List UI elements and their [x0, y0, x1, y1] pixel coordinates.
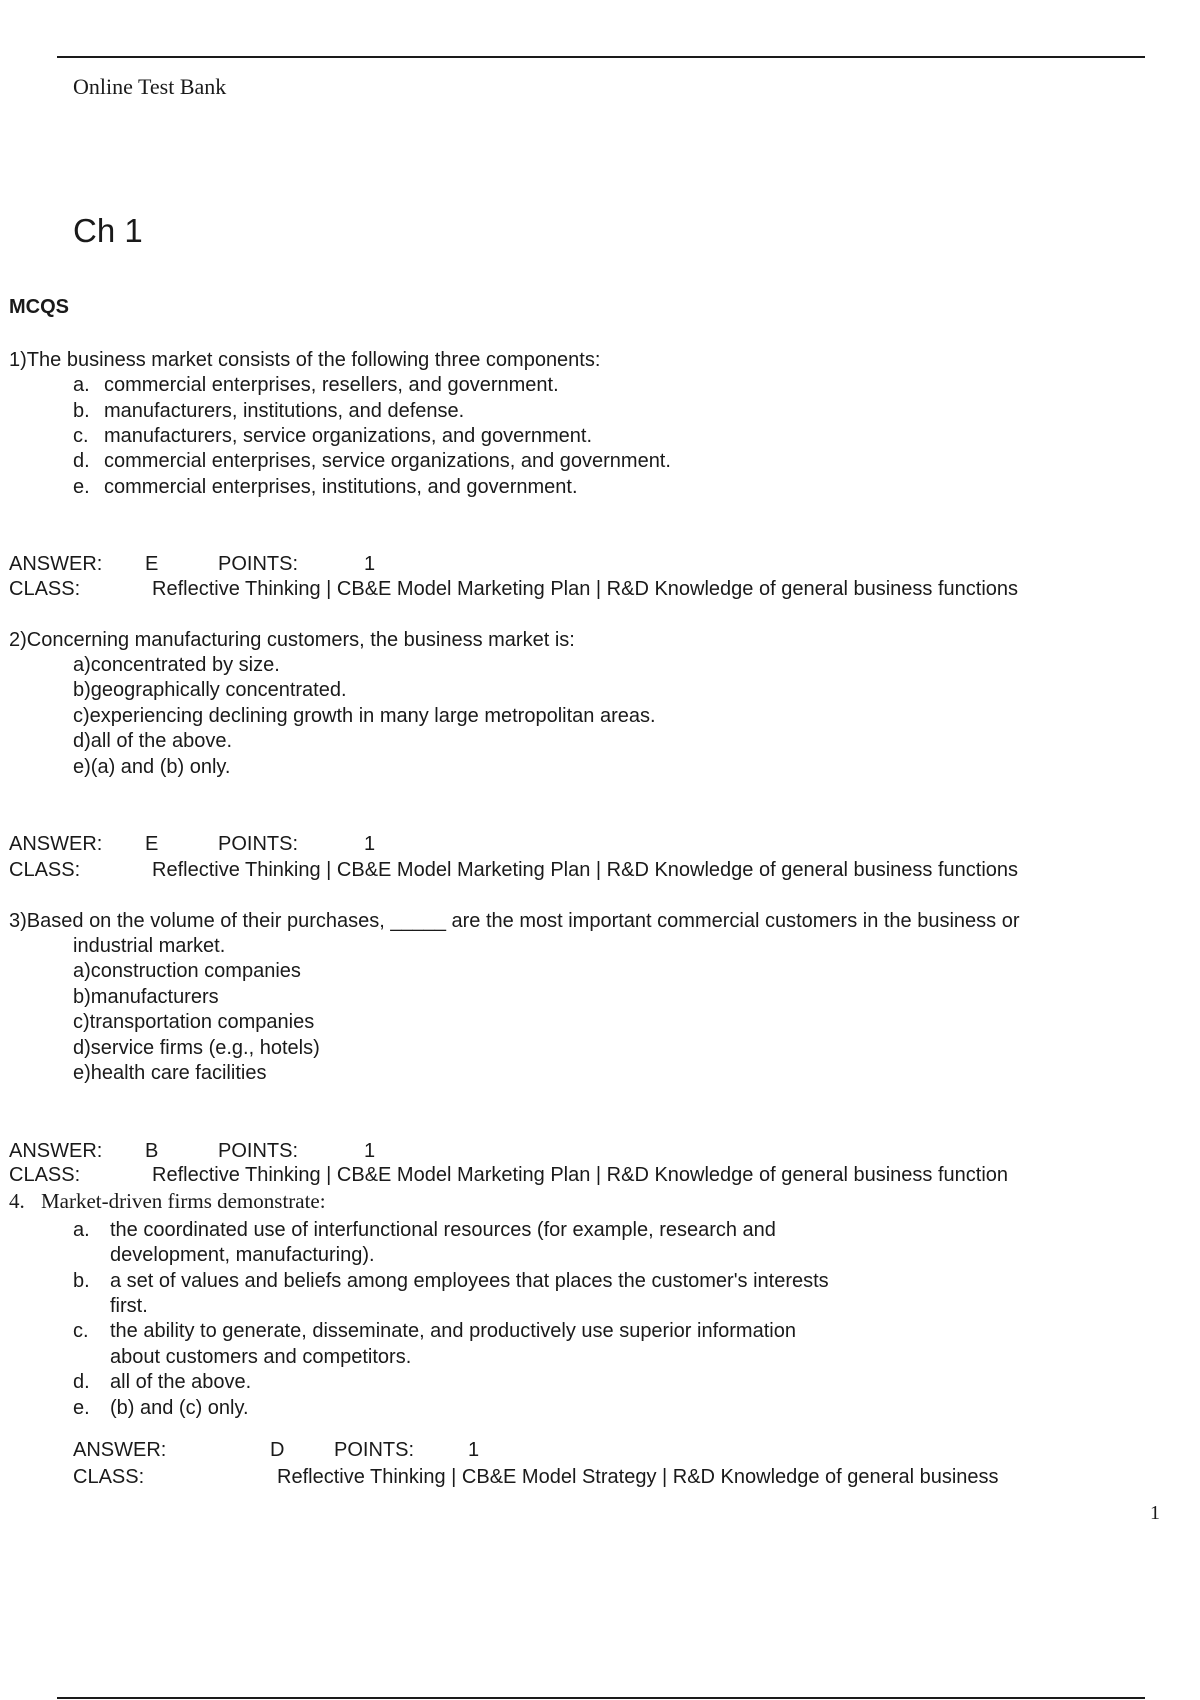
answer-label: ANSWER:	[9, 833, 103, 855]
section-title: MCQS	[9, 296, 69, 318]
question-number: 3)	[9, 910, 27, 932]
option-b: b. a set of values and beliefs among employees that places the customer's interests	[73, 1270, 829, 1292]
points-label: POINTS:	[218, 1140, 299, 1162]
points-value: 1	[364, 833, 376, 855]
points-value: 1	[468, 1439, 480, 1461]
option-c: c. the ability to generate, disseminate, and productively use superior information	[73, 1320, 796, 1342]
option-a: a)concentrated by size.	[73, 654, 280, 676]
option-e: e. (b) and (c) only.	[73, 1397, 249, 1419]
top-rule	[57, 56, 1145, 58]
answer-value: B	[145, 1140, 159, 1162]
answer-value: E	[145, 833, 159, 855]
answer-label: ANSWER:	[9, 1140, 103, 1162]
option-b: b)manufacturers	[73, 986, 219, 1008]
page-number: 1	[1150, 1502, 1160, 1524]
option-a: a. the coordinated use of interfunctional resources (for example, research and	[73, 1219, 776, 1241]
option-a: a. commercial enterprises, resellers, and government.	[73, 374, 559, 396]
option-c: c)experiencing declining growth in many large metropolitan areas.	[73, 705, 656, 727]
question-stem-continued: industrial market.	[73, 935, 226, 957]
points-label: POINTS:	[218, 833, 299, 855]
answer-label: ANSWER:	[73, 1439, 167, 1461]
option-d: d)all of the above.	[73, 730, 233, 752]
option-e: e. commercial enterprises, institutions, and government.	[73, 476, 578, 498]
class-value: Reflective Thinking | CB&E Model Marketing Plan | R&D Knowledge of general business function	[152, 1164, 1009, 1186]
option-d: d. commercial enterprises, service organizations, and government.	[73, 450, 671, 472]
option-d: d. all of the above.	[73, 1371, 252, 1393]
answer-label: ANSWER:	[9, 553, 103, 575]
option-e: e)health care facilities	[73, 1062, 267, 1084]
option-e: e)(a) and (b) only.	[73, 756, 231, 778]
chapter-title: Ch 1	[73, 212, 143, 249]
class-label: CLASS:	[9, 578, 81, 600]
class-value: Reflective Thinking | CB&E Model Strategy | R&D Knowledge of general business	[277, 1466, 999, 1488]
question-stem: 3)Based on the volume of their purchases, _____ are the most important commercial customers in the business or	[9, 910, 1020, 932]
class-label: CLASS:	[9, 859, 81, 881]
question-stem: 2)Concerning manufacturing customers, the business market is:	[9, 629, 575, 651]
option-a-continued: development, manufacturing).	[110, 1244, 375, 1266]
question-number: 2)	[9, 629, 27, 651]
option-d: d)service firms (e.g., hotels)	[73, 1037, 320, 1059]
points-label: POINTS:	[218, 553, 299, 575]
option-c: c)transportation companies	[73, 1011, 315, 1033]
class-value: Reflective Thinking | CB&E Model Marketing Plan | R&D Knowledge of general business functions	[152, 859, 1019, 881]
points-label: POINTS:	[334, 1439, 415, 1461]
class-value: Reflective Thinking | CB&E Model Marketing Plan | R&D Knowledge of general business functions	[152, 578, 1019, 600]
points-value: 1	[364, 553, 376, 575]
question-stem: 4. Market-driven firms demonstrate:	[9, 1189, 326, 1213]
option-c-continued: about customers and competitors.	[110, 1346, 412, 1368]
class-label: CLASS:	[73, 1466, 145, 1488]
question-number: 4.	[9, 1189, 25, 1213]
option-b: b)geographically concentrated.	[73, 679, 347, 701]
option-b-continued: first.	[110, 1295, 148, 1317]
option-b: b. manufacturers, institutions, and defense.	[73, 400, 465, 422]
question-number: 1)	[9, 349, 27, 371]
class-label: CLASS:	[9, 1164, 81, 1186]
page-header: Online Test Bank	[73, 74, 227, 99]
answer-value: E	[145, 553, 159, 575]
bottom-rule	[57, 1697, 1145, 1699]
points-value: 1	[364, 1140, 376, 1162]
question-stem: 1)The business market consists of the following three components:	[9, 349, 601, 371]
option-c: c. manufacturers, service organizations, and government.	[73, 425, 593, 447]
option-a: a)construction companies	[73, 960, 301, 982]
answer-value: D	[270, 1439, 285, 1461]
